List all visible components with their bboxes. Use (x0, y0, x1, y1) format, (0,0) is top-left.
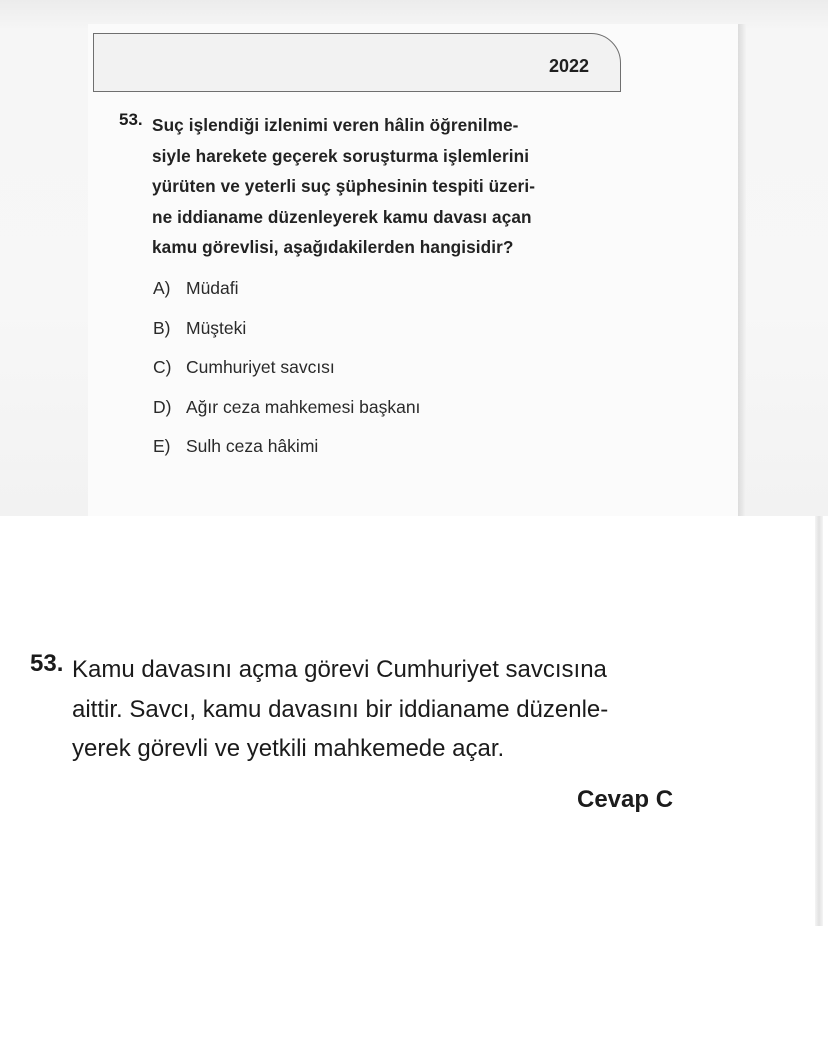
question-line: kamu görevlisi, aşağıdakilerden hangisidir? (152, 237, 514, 257)
option-text: Cumhuriyet savcısı (186, 357, 335, 377)
solution-text (72, 650, 712, 769)
page-edge-shadow (815, 516, 823, 926)
question-line: ne iddianame düzenleyerek kamu davası açan (152, 206, 532, 227)
solution-panel (0, 516, 828, 1044)
year-header-box (93, 33, 621, 92)
option-text: Ağır ceza mahkemesi başkanı (186, 396, 421, 417)
option-text: Müdafi (186, 278, 239, 298)
option-letter: B) (153, 317, 171, 338)
answer-label: Cevap C (577, 786, 674, 813)
option-text: Müşteki (186, 317, 247, 338)
question-number: 53. (119, 110, 143, 129)
question-text (152, 110, 632, 263)
solution-number: 53. (30, 650, 64, 677)
option-letter: D) (153, 396, 172, 417)
option-text: Sulh ceza hâkimi (186, 436, 319, 456)
question-line: yürüten ve yeterli suç şüphesinin tespiti üzeri- (152, 176, 536, 196)
option-c (153, 357, 420, 397)
option-d (153, 397, 420, 437)
option-letter: A) (153, 278, 171, 298)
option-b (153, 318, 420, 358)
answer-options (153, 278, 420, 476)
solution-line: Kamu davasını açma görevi Cumhuriyet savcısına (72, 656, 607, 683)
option-a (153, 278, 420, 318)
option-letter: C) (153, 357, 172, 377)
page-edge-shadow (738, 24, 746, 516)
solution-line: yerek görevli ve yetkili mahkemede açar. (72, 735, 505, 762)
question-line: siyle harekete geçerek soruşturma işlemlerini (152, 145, 530, 166)
question-line: Suç işlendiği izlenimi veren hâlin öğrenilme- (152, 115, 519, 135)
exam-year: 2022 (548, 56, 589, 76)
option-letter: E) (153, 436, 171, 456)
option-e (153, 436, 420, 476)
solution-line: aittir. Savcı, kamu davasını bir iddianame düzenle- (72, 695, 609, 723)
exam-question-panel (0, 0, 828, 516)
